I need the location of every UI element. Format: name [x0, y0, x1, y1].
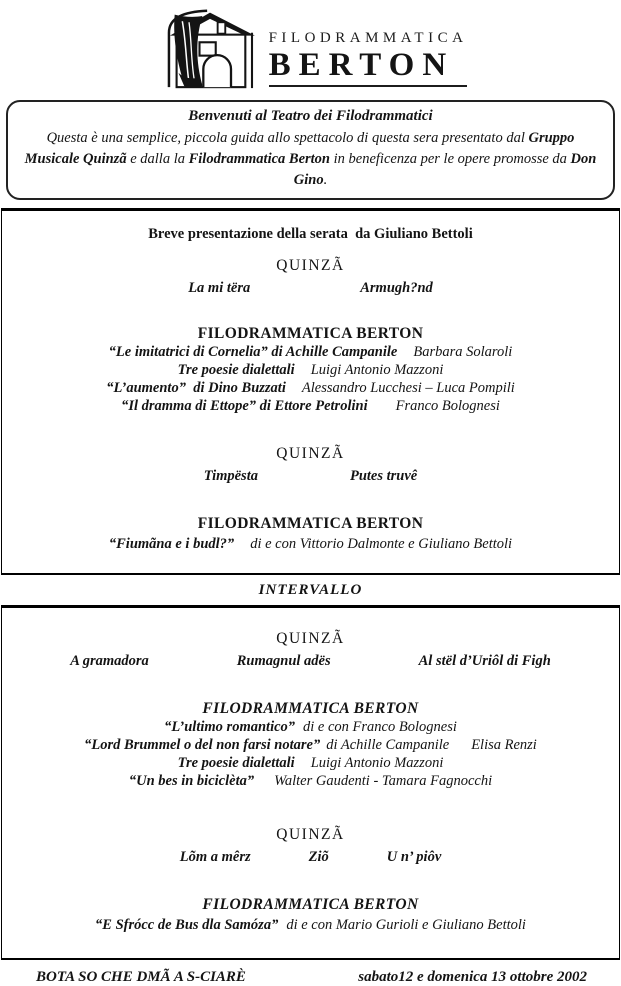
author-byline: di Achille Campanile [326, 736, 450, 753]
cast-names: di e con Franco Bolognesi [303, 718, 457, 735]
piece-item: Putes truvê [349, 467, 418, 484]
play-title: “Un bes in biciclèta” [128, 772, 255, 789]
intermission-label: INTERVALLO [258, 581, 363, 598]
footer-dates: sabato12 e domenica 13 ottobre 2002 [358, 968, 587, 985]
cast-names: Walter Gaudenti - Tamara Fagnocchi [274, 772, 493, 789]
play-title: Tre poesie dialettali [177, 754, 295, 771]
welcome-seg-bold: Filodrammatica Berton [188, 150, 330, 167]
berton-heading: FILODRAMMATICA BERTON [197, 324, 424, 342]
presentation-line: Breve presentazione della serata da Giuliano Bettoli [148, 225, 473, 242]
welcome-title: Benvenuti al Teatro dei Filodrammatici [188, 108, 433, 124]
program-box-1 [1, 208, 620, 575]
welcome-seg: e dalla la [126, 150, 189, 167]
welcome-box [6, 100, 615, 200]
program-line [10, 343, 611, 361]
program-line [10, 772, 611, 790]
piece-item: Al stël d’Uriôl di Figh [418, 652, 551, 669]
cast-names: Elisa Renzi [471, 736, 537, 753]
welcome-seg: Questa è una semplice, piccola guida allo spettacolo di questa sera presentato dal [46, 129, 529, 146]
cast-names: di e con Vittorio Dalmonte e Giuliano Bettoli [250, 535, 513, 552]
piece-item: U n’ piôv [386, 848, 442, 865]
cast-names: Alessandro Lucchesi – Luca Pompili [301, 379, 515, 396]
play-title: “L’ultimo romantico” [164, 718, 296, 735]
welcome-seg-bold: Gruppo Musicale Quinzã [24, 129, 579, 167]
piece-item: Armugh?nd [360, 279, 433, 296]
berton-heading: FILODRAMMATICA BERTON [202, 895, 419, 913]
play-title: “Il dramma di Ettope” di Ettore Petrolini [121, 397, 368, 414]
program-box-2 [1, 605, 620, 960]
play-title: “E Sfrócc de Bus dla Samóza” [95, 916, 279, 933]
footer [0, 960, 621, 986]
play-title: Tre poesie dialettali [177, 361, 295, 378]
piece-item: La mi tëra [188, 279, 251, 296]
quinza-heading: QUINZÃ [276, 256, 345, 274]
play-title: “Lord Brummel o del non farsi notare” [84, 736, 321, 753]
logo-name-main: BERTON [269, 48, 468, 87]
welcome-seg-bold: Don Gino [293, 150, 600, 188]
quinza-pieces-row [10, 848, 611, 866]
quinza-heading: QUINZÃ [276, 444, 345, 462]
logo-name-top: FILODRAMMATICA [268, 30, 468, 46]
logo-text [269, 30, 468, 87]
quinza-pieces-row [10, 279, 611, 297]
cast-names: Luigi Antonio Mazzoni [310, 754, 444, 771]
welcome-text [18, 128, 603, 191]
program-line [10, 535, 611, 553]
program-line [10, 397, 611, 415]
piece-item: Timpësta [203, 467, 258, 484]
cast-names: Franco Bolognesi [395, 397, 500, 414]
cast-names: Barbara Solaroli [413, 343, 513, 360]
cast-names: di e con Mario Gurioli e Giuliano Bettoli [286, 916, 526, 933]
piece-item: Rumagnul adës [236, 652, 331, 669]
welcome-seg: in beneficenza per le opere promosse da [330, 150, 571, 167]
program-line [10, 379, 611, 397]
play-title: “Fiumãna e i budl?” [108, 535, 235, 552]
play-title: “Le imitatrici di Cornelia” di Achille Campanile [108, 343, 398, 360]
theater-house-icon [154, 6, 266, 90]
piece-item: A gramadora [70, 652, 149, 669]
program-line [10, 361, 611, 379]
piece-item: Lõm a mêrz [179, 848, 251, 865]
quinza-pieces-row [10, 652, 611, 670]
quinza-pieces-row [10, 467, 611, 485]
program-line [10, 916, 611, 934]
play-title: “L’aumento” di Dino Buzzati [106, 379, 286, 396]
program-line [10, 736, 611, 754]
program-line [10, 754, 611, 772]
berton-heading: FILODRAMMATICA BERTON [197, 514, 424, 532]
quinza-heading: QUINZÃ [276, 629, 345, 647]
footer-motto: BOTA SO CHE DMÃ A S-CIARÈ [36, 968, 246, 985]
berton-heading: FILODRAMMATICA BERTON [202, 699, 419, 717]
logo [0, 0, 621, 98]
cast-names: Luigi Antonio Mazzoni [310, 361, 444, 378]
piece-item: Ziõ [308, 848, 329, 865]
quinza-heading: QUINZÃ [276, 825, 345, 843]
welcome-seg: . [323, 171, 328, 188]
program-line [10, 718, 611, 736]
